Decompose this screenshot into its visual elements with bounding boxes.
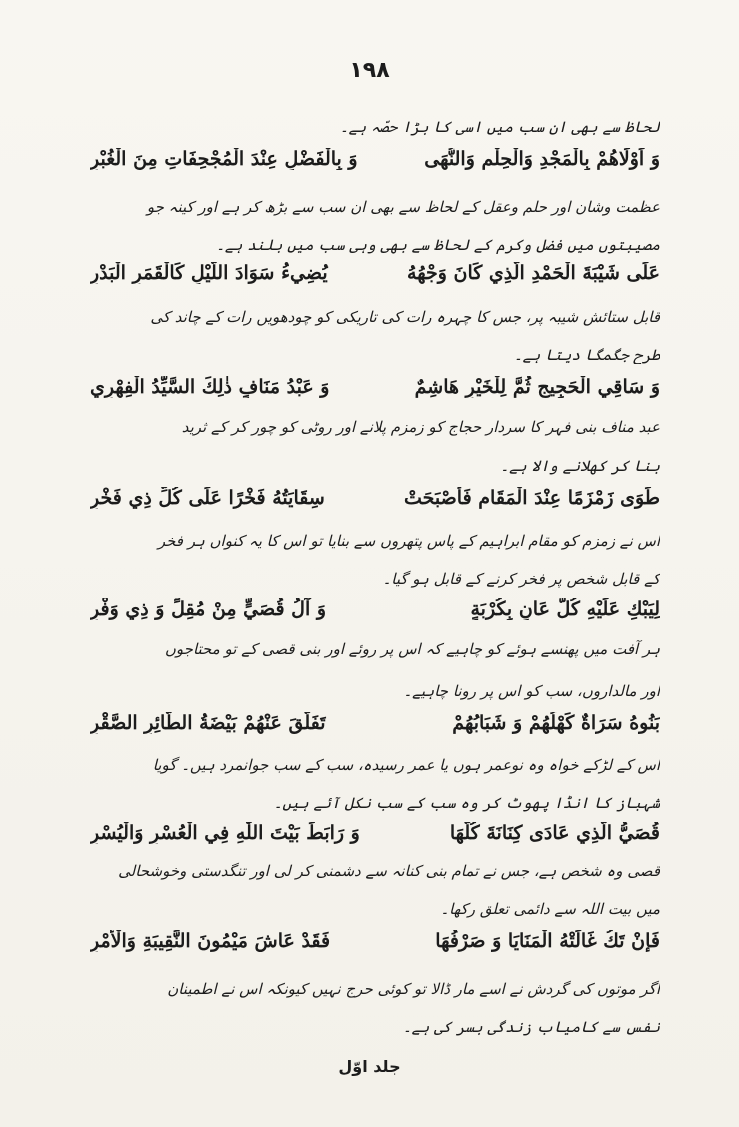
arabic-verse: [90, 487, 660, 509]
urdu-text-line: عظمت وشان اور حلم وعقل کے لحاظ سے بھی ان سب سے بڑھ کر ہے اور کینہ جو: [146, 198, 660, 216]
verse-first-hemistich: وَ سَاقِي الْحَجِيجِ ثُمَّ لِلْخَيْرِ هَاشِمٌ: [414, 376, 660, 398]
urdu-text-line: بنا کر کھلانے والا ہے۔: [500, 457, 660, 475]
verse-second-hemistich: وَ آلُ قُصَيٍّ مِنْ مُقِلٍّ وَ ذِي وَفْرِ: [90, 598, 327, 620]
arabic-verse: [90, 822, 660, 844]
urdu-text-line: قابل ستائش شیبہ پر، جس کا چہرہ رات کی تاریکی کو چودھویں رات کے چاند کی: [150, 308, 660, 326]
verse-second-hemistich: فَقَدْ عَاشَ مَيْمُونَ النَّقِيبَةِ وَالْأَمْرِ: [90, 930, 331, 952]
urdu-text-line: عبد مناف بنی فہر کا سردار حجاج کو زمزم پلانے اور روٹی کو چور کر کے ثرید: [181, 418, 660, 436]
arabic-verse: [90, 598, 660, 620]
arabic-verse: [90, 930, 660, 952]
verse-first-hemistich: طَوَى زَمْزَمًا عِنْدَ الْمَقَامِ فَأَصْبَحَتْ: [404, 487, 660, 509]
arabic-verse: [90, 712, 660, 734]
verse-first-hemistich: عَلَى شَيْبَةَ الْحَمْدِ الَّذِي كَانَ وَجْهُهُ: [407, 262, 660, 284]
page-number: ۱۹۸: [349, 58, 390, 83]
verse-first-hemistich: بَنُوهُ سَرَاةٌ كَهْلُهُمْ وَ شَبَابُهُمْ: [452, 712, 660, 734]
urdu-text-line: اگر موتوں کی گردش نے اسے مار ڈالا تو کوئی حرج نہیں کیونکہ اس نے اطمینان: [167, 980, 660, 998]
verse-second-hemistich: وَ رَابَطَ بَيْتَ اللّٰهِ فِي الْعُسْرِ وَالْيُسْرِ: [90, 822, 360, 844]
verse-second-hemistich: تَفَلَّقَ عَنْهُمْ بَيْضَةُ الطَّائِرِ الصَّقْرِ: [90, 712, 326, 734]
verse-second-hemistich: يُضِيءُ سَوَادَ اللَّيْلِ كَالْقَمَرِ الْبَدْرِ: [90, 262, 328, 284]
urdu-text-line: اور مالداروں، سب کو اس پر رونا چاہیے۔: [403, 682, 660, 700]
urdu-text-line: لحاظ سے بھی ان سب میں اسی کا بڑا حصّہ ہے۔: [339, 118, 660, 136]
urdu-text-line: کے قابل شخص پر فخر کرنے کے قابل ہو گیا۔: [382, 570, 660, 588]
urdu-text-line: ہر آفت میں پھنسے ہوئے کو چاہیے کہ اس پر روئے اور بنی قصی کے تو محتاجوں: [164, 640, 660, 658]
verse-first-hemistich: لِيَبْكِ عَلَيْهِ كُلُّ عَانٍ بِكُرْبَةٍ: [470, 598, 660, 620]
verse-second-hemistich: سِقَايَتُهُ فَخْرًا عَلَى كُلِّ ذِي فَخْرِ: [90, 487, 325, 509]
verse-second-hemistich: وَ عَبْدُ مَنَافٍ ذٰلِكَ السَّيِّدُ الْفِهْرِي: [90, 376, 330, 398]
urdu-text-line: میں بیت اللہ سے دائمی تعلق رکھا۔: [440, 900, 660, 918]
urdu-text-line: طرح جگمگا دیتا ہے۔: [513, 346, 660, 364]
urdu-text-line: اس نے زمزم کو مقام ابراہیم کے پاس پتھروں سے بنایا تو اس کا یہ کنواں ہر فخر: [157, 532, 660, 550]
verse-second-hemistich: وَ بِالْفَضْلِ عِنْدَ الْمُجْحِفَاتِ مِنَ الْغُبْرِ: [90, 148, 358, 170]
verse-first-hemistich: وَ اَوْلَاهُمْ بِالْمَجْدِ وَالْحِلْمِ وَالنُّهَى: [424, 148, 660, 170]
arabic-verse: [90, 376, 660, 398]
urdu-text-line: نفس سے کامیاب زندگی بسر کی ہے۔: [402, 1018, 660, 1036]
urdu-text-line: شہباز کا انڈا پھوٹ کر وہ سب کے سب نکل آئے ہیں۔: [273, 794, 660, 812]
arabic-verse: [90, 148, 660, 170]
arabic-verse: [90, 262, 660, 284]
verse-first-hemistich: قُصَيُّ الَّذِي عَادَى كِنَانَةَ كُلَّهَا: [449, 822, 660, 844]
urdu-text-line: مصیبتوں میں فضل وکرم کے لحاظ سے بھی وہی سب میں بلند ہے۔: [216, 236, 660, 254]
volume-footer: جلد اوّل: [338, 1057, 401, 1076]
urdu-text-line: قصی وہ شخص ہے، جس نے تمام بنی کنانہ سے دشمنی کر لی اور تنگدستی وخوشحالی: [118, 862, 660, 880]
verse-first-hemistich: فَإِنْ تَكُ غَالَتْهُ الْمَنَايَا وَ صَرْفُهَا: [435, 930, 660, 952]
urdu-text-line: اس کے لڑکے خواہ وہ نوعمر ہوں یا عمر رسیدہ، سب کے سب جوانمرد ہیں۔ گویا: [152, 756, 660, 774]
